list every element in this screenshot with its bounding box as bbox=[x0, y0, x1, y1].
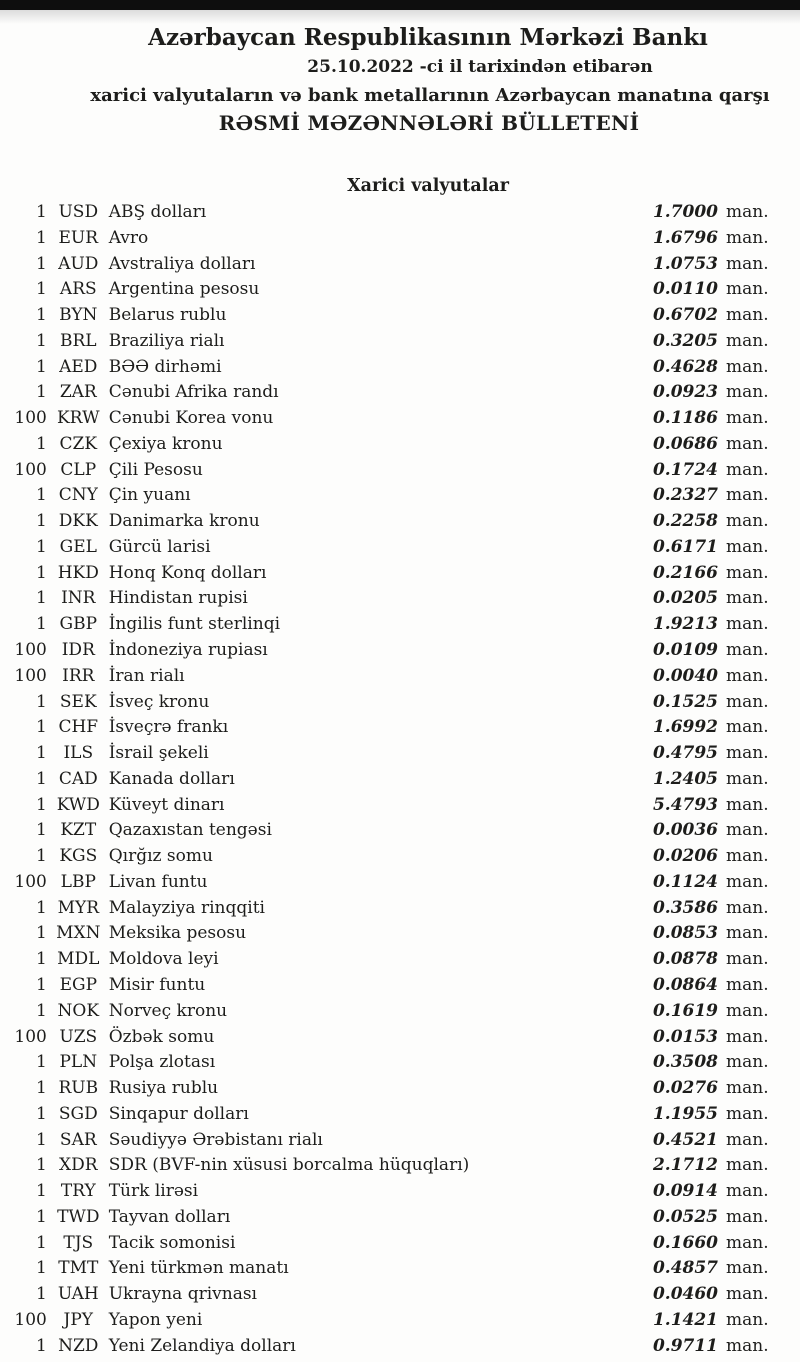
unit-cell: man. bbox=[726, 356, 769, 377]
unit-cell: man. bbox=[726, 923, 769, 944]
rate-value-cell: 0.1660 bbox=[652, 1232, 719, 1253]
quantity-cell: 1 bbox=[36, 1335, 47, 1356]
quantity-cell: 1 bbox=[36, 536, 47, 557]
quantity-cell: 1 bbox=[36, 1284, 47, 1305]
quantity-cell: 100 bbox=[14, 459, 47, 480]
rate-value-cell: 0.6702 bbox=[652, 305, 719, 326]
unit-cell: man. bbox=[726, 459, 769, 480]
table-row bbox=[0, 226, 800, 252]
quantity-cell: 100 bbox=[14, 1026, 47, 1047]
unit-cell: man. bbox=[726, 1078, 769, 1099]
table-row bbox=[0, 947, 800, 973]
currency-code-cell: UZS bbox=[59, 1026, 98, 1047]
unit-cell: man. bbox=[726, 640, 769, 661]
currency-code-cell: CLP bbox=[60, 459, 97, 480]
table-row bbox=[0, 329, 800, 355]
quantity-cell: 1 bbox=[36, 768, 47, 789]
table-row bbox=[0, 1179, 800, 1205]
currency-code-cell: USD bbox=[58, 202, 99, 222]
currency-name-cell: Hindistan rupisi bbox=[108, 588, 248, 609]
table-row bbox=[0, 896, 800, 922]
quantity-cell: 1 bbox=[36, 846, 47, 867]
currency-name-cell: Moldova leyi bbox=[108, 949, 219, 970]
currency-name-cell: Meksika pesosu bbox=[108, 923, 247, 944]
table-row bbox=[0, 380, 800, 406]
unit-cell: man. bbox=[726, 691, 769, 712]
quantity-cell: 1 bbox=[36, 897, 47, 918]
table-row bbox=[0, 561, 800, 587]
currency-code-cell: LBP bbox=[60, 871, 96, 892]
table-row bbox=[0, 252, 800, 278]
table-row bbox=[0, 1256, 800, 1282]
unit-cell: man. bbox=[726, 1000, 769, 1021]
unit-cell: man. bbox=[726, 974, 769, 995]
table-row bbox=[0, 277, 800, 303]
unit-cell: man. bbox=[726, 382, 769, 403]
rate-value-cell: 0.0110 bbox=[652, 279, 719, 300]
rate-value-cell: 0.1186 bbox=[652, 408, 719, 429]
unit-cell: man. bbox=[726, 665, 769, 686]
effective-date-line: 25.10.2022 -ci il tarixindən etibarən bbox=[307, 57, 653, 77]
table-row bbox=[0, 1050, 800, 1076]
table-row bbox=[0, 844, 800, 870]
currency-code-cell: MDL bbox=[57, 949, 100, 970]
currency-code-cell: PLN bbox=[59, 1052, 98, 1073]
unit-cell: man. bbox=[726, 227, 769, 248]
bulletin-subtitle-line2: RƏSMİ MƏZƏNNƏLƏRİ BÜLLETENİ bbox=[218, 111, 640, 135]
unit-cell: man. bbox=[726, 949, 769, 970]
rate-value-cell: 0.4857 bbox=[652, 1258, 719, 1279]
quantity-cell: 1 bbox=[36, 794, 47, 815]
rate-value-cell: 1.6992 bbox=[652, 717, 719, 738]
quantity-cell: 1 bbox=[36, 253, 47, 274]
quantity-cell: 1 bbox=[36, 511, 47, 532]
rate-value-cell: 0.3205 bbox=[652, 330, 719, 351]
table-row bbox=[0, 458, 800, 484]
currency-name-cell: Belarus rublu bbox=[108, 305, 227, 326]
currency-code-cell: CAD bbox=[58, 768, 98, 789]
table-row bbox=[0, 1308, 800, 1334]
rate-value-cell: 0.0205 bbox=[652, 588, 719, 609]
rate-value-cell: 1.6796 bbox=[652, 227, 719, 248]
currency-name-cell: Özbək somu bbox=[108, 1026, 215, 1047]
rate-value-cell: 0.0878 bbox=[652, 949, 719, 970]
currency-name-cell: Honq Konq dolları bbox=[108, 562, 267, 583]
currency-name-cell: Danimarka kronu bbox=[108, 511, 260, 532]
currency-name-cell: İsveç kronu bbox=[108, 691, 210, 712]
quantity-cell: 1 bbox=[36, 1206, 47, 1227]
unit-cell: man. bbox=[726, 1232, 769, 1253]
currency-name-cell: SDR (BVF-nin xüsusi borcalma hüquqları) bbox=[108, 1155, 470, 1176]
table-row bbox=[0, 870, 800, 896]
currency-name-cell: Cənubi Korea vonu bbox=[108, 408, 274, 429]
currency-code-cell: UAH bbox=[57, 1284, 99, 1305]
quantity-cell: 1 bbox=[36, 974, 47, 995]
rate-value-cell: 5.4793 bbox=[652, 794, 719, 815]
table-row bbox=[0, 767, 800, 793]
quantity-cell: 100 bbox=[14, 640, 47, 661]
currency-name-cell: ABŞ dolları bbox=[108, 202, 207, 222]
bank-title: Azərbaycan Respublikasının Mərkəzi Bankı bbox=[148, 24, 708, 51]
rate-value-cell: 0.0525 bbox=[652, 1206, 719, 1227]
rate-value-cell: 0.0853 bbox=[652, 923, 719, 944]
quantity-cell: 100 bbox=[14, 408, 47, 429]
quantity-cell: 1 bbox=[36, 305, 47, 326]
rate-value-cell: 1.2405 bbox=[652, 768, 719, 789]
unit-cell: man. bbox=[726, 1052, 769, 1073]
currency-name-cell: Gürcü larisi bbox=[108, 536, 211, 557]
currency-name-cell: Səudiyyə Ərəbistanı rialı bbox=[108, 1129, 323, 1150]
unit-cell: man. bbox=[726, 588, 769, 609]
table-row bbox=[0, 1282, 800, 1308]
quantity-cell: 1 bbox=[36, 923, 47, 944]
currency-name-cell: Tacik somonisi bbox=[108, 1232, 236, 1253]
rate-value-cell: 0.2166 bbox=[652, 562, 719, 583]
currency-code-cell: CZK bbox=[59, 433, 98, 454]
unit-cell: man. bbox=[726, 330, 769, 351]
unit-cell: man. bbox=[726, 1155, 769, 1176]
rate-value-cell: 0.0153 bbox=[652, 1026, 719, 1047]
unit-cell: man. bbox=[726, 743, 769, 764]
unit-cell: man. bbox=[726, 1258, 769, 1279]
unit-cell: man. bbox=[726, 202, 769, 222]
rate-value-cell: 0.1724 bbox=[652, 459, 719, 480]
quantity-cell: 1 bbox=[36, 1078, 47, 1099]
quantity-cell: 1 bbox=[36, 717, 47, 738]
rate-value-cell: 0.0864 bbox=[652, 974, 719, 995]
quantity-cell: 1 bbox=[36, 1232, 47, 1253]
table-row bbox=[0, 664, 800, 690]
unit-cell: man. bbox=[726, 433, 769, 454]
unit-cell: man. bbox=[726, 408, 769, 429]
currency-code-cell: CNY bbox=[58, 485, 98, 506]
rate-value-cell: 0.3586 bbox=[652, 897, 719, 918]
currency-name-cell: Türk lirəsi bbox=[108, 1181, 199, 1202]
top-edge-bar bbox=[0, 0, 800, 10]
currency-code-cell: AUD bbox=[58, 253, 99, 274]
rate-value-cell: 0.0040 bbox=[652, 665, 719, 686]
quantity-cell: 1 bbox=[36, 1155, 47, 1176]
rate-value-cell: 0.0206 bbox=[652, 846, 719, 867]
rate-value-cell: 0.1525 bbox=[652, 691, 719, 712]
rate-value-cell: 1.7000 bbox=[652, 202, 719, 222]
unit-cell: man. bbox=[726, 1026, 769, 1047]
currency-code-cell: HKD bbox=[57, 562, 99, 583]
quantity-cell: 1 bbox=[36, 279, 47, 300]
quantity-cell: 1 bbox=[36, 382, 47, 403]
currency-code-cell: AED bbox=[59, 356, 98, 377]
unit-cell: man. bbox=[726, 1181, 769, 1202]
currency-code-cell: TJS bbox=[63, 1232, 94, 1253]
unit-cell: man. bbox=[726, 485, 769, 506]
currency-code-cell: MYR bbox=[57, 897, 100, 918]
currency-name-cell: Malayziya rinqqiti bbox=[108, 897, 265, 918]
currency-code-cell: XDR bbox=[59, 1155, 98, 1176]
table-row bbox=[0, 1153, 800, 1179]
rate-value-cell: 0.1619 bbox=[652, 1000, 719, 1021]
table-row bbox=[0, 741, 800, 767]
unit-cell: man. bbox=[726, 305, 769, 326]
currency-code-cell: RUB bbox=[58, 1078, 99, 1099]
table-row bbox=[0, 355, 800, 381]
unit-cell: man. bbox=[726, 1309, 769, 1330]
exchange-rates-table bbox=[0, 200, 800, 1359]
currency-name-cell: Norveç kronu bbox=[108, 1000, 228, 1021]
currency-name-cell: Argentina pesosu bbox=[108, 279, 260, 300]
rate-value-cell: 2.1712 bbox=[652, 1155, 719, 1176]
currency-name-cell: Cənubi Afrika randı bbox=[108, 382, 279, 403]
currency-code-cell: BYN bbox=[59, 305, 98, 326]
bulletin-subtitle-line1: xarici valyutaların və bank metallarının Azərbaycan manatına qarşı bbox=[90, 85, 770, 106]
rate-value-cell: 1.1955 bbox=[652, 1103, 719, 1124]
currency-name-cell: Sinqapur dolları bbox=[108, 1103, 249, 1124]
quantity-cell: 1 bbox=[36, 743, 47, 764]
currency-code-cell: BRL bbox=[60, 330, 97, 351]
currency-code-cell: SAR bbox=[59, 1129, 97, 1150]
rate-value-cell: 0.2258 bbox=[652, 511, 719, 532]
table-row bbox=[0, 793, 800, 819]
quantity-cell: 1 bbox=[36, 330, 47, 351]
currency-code-cell: KRW bbox=[56, 408, 100, 429]
currency-code-cell: TWD bbox=[57, 1206, 100, 1227]
quantity-cell: 100 bbox=[14, 665, 47, 686]
currency-code-cell: SEK bbox=[59, 691, 97, 712]
table-row bbox=[0, 1128, 800, 1154]
table-row bbox=[0, 432, 800, 458]
currency-name-cell: Yeni Zelandiya dolları bbox=[108, 1335, 296, 1356]
table-row bbox=[0, 586, 800, 612]
rate-value-cell: 1.1421 bbox=[652, 1309, 719, 1330]
currency-code-cell: EUR bbox=[58, 227, 99, 248]
quantity-cell: 1 bbox=[36, 356, 47, 377]
rate-value-cell: 0.4521 bbox=[652, 1129, 719, 1150]
quantity-cell: 1 bbox=[36, 1052, 47, 1073]
quantity-cell: 1 bbox=[36, 1258, 47, 1279]
unit-cell: man. bbox=[726, 1129, 769, 1150]
unit-cell: man. bbox=[726, 820, 769, 841]
unit-cell: man. bbox=[726, 846, 769, 867]
unit-cell: man. bbox=[726, 614, 769, 635]
unit-cell: man. bbox=[726, 253, 769, 274]
currency-name-cell: Avstraliya dolları bbox=[108, 253, 256, 274]
currency-code-cell: DKK bbox=[58, 511, 98, 532]
currency-code-cell: ILS bbox=[63, 743, 94, 764]
rate-value-cell: 0.0923 bbox=[652, 382, 719, 403]
table-row bbox=[0, 200, 800, 226]
currency-code-cell: GBP bbox=[59, 614, 98, 635]
table-row bbox=[0, 509, 800, 535]
currency-name-cell: Kanada dolları bbox=[108, 768, 235, 789]
currency-name-cell: Braziliya rialı bbox=[108, 330, 225, 351]
rate-value-cell: 0.4795 bbox=[652, 743, 719, 764]
rate-value-cell: 0.0109 bbox=[652, 640, 719, 661]
currency-code-cell: KWD bbox=[56, 794, 100, 815]
quantity-cell: 1 bbox=[36, 485, 47, 506]
currency-code-cell: TRY bbox=[60, 1181, 96, 1202]
unit-cell: man. bbox=[726, 536, 769, 557]
quantity-cell: 1 bbox=[36, 202, 47, 222]
currency-code-cell: CHF bbox=[58, 717, 99, 738]
unit-cell: man. bbox=[726, 279, 769, 300]
currency-name-cell: İsveçrə frankı bbox=[108, 717, 229, 738]
quantity-cell: 1 bbox=[36, 1000, 47, 1021]
quantity-cell: 1 bbox=[36, 562, 47, 583]
table-row bbox=[0, 1231, 800, 1257]
currency-name-cell: BƏƏ dirhəmi bbox=[108, 356, 222, 377]
currency-name-cell: Rusiya rublu bbox=[108, 1078, 219, 1099]
currency-code-cell: NOK bbox=[57, 1000, 100, 1021]
quantity-cell: 1 bbox=[36, 691, 47, 712]
table-row bbox=[0, 715, 800, 741]
currency-code-cell: NZD bbox=[58, 1335, 99, 1356]
rate-value-cell: 0.0914 bbox=[652, 1181, 719, 1202]
currency-code-cell: JPY bbox=[63, 1309, 94, 1330]
table-row bbox=[0, 638, 800, 664]
currency-name-cell: Küveyt dinarı bbox=[108, 794, 225, 815]
currency-name-cell: Yapon yeni bbox=[108, 1309, 203, 1330]
table-row bbox=[0, 535, 800, 561]
unit-cell: man. bbox=[726, 1206, 769, 1227]
rate-value-cell: 0.0036 bbox=[652, 820, 719, 841]
table-row bbox=[0, 303, 800, 329]
unit-cell: man. bbox=[726, 897, 769, 918]
currency-code-cell: EGP bbox=[59, 974, 98, 995]
unit-cell: man. bbox=[726, 794, 769, 815]
table-row bbox=[0, 818, 800, 844]
currency-code-cell: MXN bbox=[56, 923, 101, 944]
top-shade-gradient bbox=[0, 10, 800, 24]
quantity-cell: 100 bbox=[14, 1309, 47, 1330]
quantity-cell: 1 bbox=[36, 1103, 47, 1124]
currency-code-cell: KZT bbox=[60, 820, 97, 841]
table-row bbox=[0, 1076, 800, 1102]
unit-cell: man. bbox=[726, 871, 769, 892]
currency-name-cell: İndoneziya rupiası bbox=[108, 640, 268, 661]
currency-name-cell: Çexiya kronu bbox=[108, 433, 223, 454]
currency-name-cell: Polşa zlotası bbox=[108, 1052, 216, 1073]
currency-name-cell: Avro bbox=[108, 227, 149, 248]
rate-value-cell: 0.0686 bbox=[652, 433, 719, 454]
quantity-cell: 1 bbox=[36, 588, 47, 609]
currency-code-cell: GEL bbox=[59, 536, 97, 557]
unit-cell: man. bbox=[726, 1284, 769, 1305]
rate-value-cell: 0.3508 bbox=[652, 1052, 719, 1073]
currency-code-cell: SGD bbox=[58, 1103, 98, 1124]
table-row bbox=[0, 999, 800, 1025]
unit-cell: man. bbox=[726, 1103, 769, 1124]
currency-code-cell: IRR bbox=[62, 665, 95, 686]
currency-name-cell: Çili Pesosu bbox=[108, 459, 203, 480]
rate-value-cell: 1.0753 bbox=[652, 253, 719, 274]
section-title-foreign-currencies: Xarici valyutalar bbox=[347, 176, 509, 196]
quantity-cell: 1 bbox=[36, 227, 47, 248]
currency-name-cell: İsrail şekeli bbox=[108, 743, 209, 764]
currency-code-cell: TMT bbox=[58, 1258, 99, 1279]
unit-cell: man. bbox=[726, 768, 769, 789]
quantity-cell: 1 bbox=[36, 1129, 47, 1150]
currency-name-cell: Tayvan dolları bbox=[108, 1206, 231, 1227]
currency-code-cell: KGS bbox=[59, 846, 98, 867]
table-row bbox=[0, 1025, 800, 1051]
table-row bbox=[0, 1205, 800, 1231]
unit-cell: man. bbox=[726, 562, 769, 583]
currency-code-cell: INR bbox=[61, 588, 96, 609]
rate-value-cell: 0.9711 bbox=[652, 1335, 719, 1356]
currency-name-cell: Misir funtu bbox=[108, 974, 206, 995]
rate-value-cell: 0.6171 bbox=[652, 536, 719, 557]
rate-value-cell: 0.2327 bbox=[652, 485, 719, 506]
unit-cell: man. bbox=[726, 511, 769, 532]
quantity-cell: 1 bbox=[36, 614, 47, 635]
currency-code-cell: IDR bbox=[61, 640, 95, 661]
currency-name-cell: Yeni türkmən manatı bbox=[108, 1258, 289, 1279]
currency-code-cell: ARS bbox=[59, 279, 97, 300]
quantity-cell: 1 bbox=[36, 949, 47, 970]
currency-name-cell: Livan funtu bbox=[108, 871, 208, 892]
table-row bbox=[0, 483, 800, 509]
currency-name-cell: Çin yuanı bbox=[108, 485, 191, 506]
rate-value-cell: 0.1124 bbox=[652, 871, 719, 892]
rate-value-cell: 0.0460 bbox=[652, 1284, 719, 1305]
table-row bbox=[0, 921, 800, 947]
rate-value-cell: 0.4628 bbox=[652, 356, 719, 377]
currency-name-cell: İngilis funt sterlinqi bbox=[108, 614, 281, 635]
currency-name-cell: İran rialı bbox=[108, 665, 185, 686]
currency-name-cell: Qazaxıstan tengəsi bbox=[108, 820, 272, 841]
unit-cell: man. bbox=[726, 717, 769, 738]
quantity-cell: 100 bbox=[14, 871, 47, 892]
currency-name-cell: Qırğız somu bbox=[108, 846, 213, 867]
currency-code-cell: ZAR bbox=[59, 382, 97, 403]
quantity-cell: 1 bbox=[36, 1181, 47, 1202]
table-row bbox=[0, 1102, 800, 1128]
currency-name-cell: Ukrayna qrivnası bbox=[108, 1284, 257, 1305]
quantity-cell: 1 bbox=[36, 820, 47, 841]
table-row bbox=[0, 973, 800, 999]
rate-value-cell: 0.0276 bbox=[652, 1078, 719, 1099]
table-row bbox=[0, 612, 800, 638]
table-row bbox=[0, 690, 800, 716]
quantity-cell: 1 bbox=[36, 433, 47, 454]
table-row bbox=[0, 1334, 800, 1360]
unit-cell: man. bbox=[726, 1335, 769, 1356]
table-row bbox=[0, 406, 800, 432]
rate-value-cell: 1.9213 bbox=[652, 614, 719, 635]
